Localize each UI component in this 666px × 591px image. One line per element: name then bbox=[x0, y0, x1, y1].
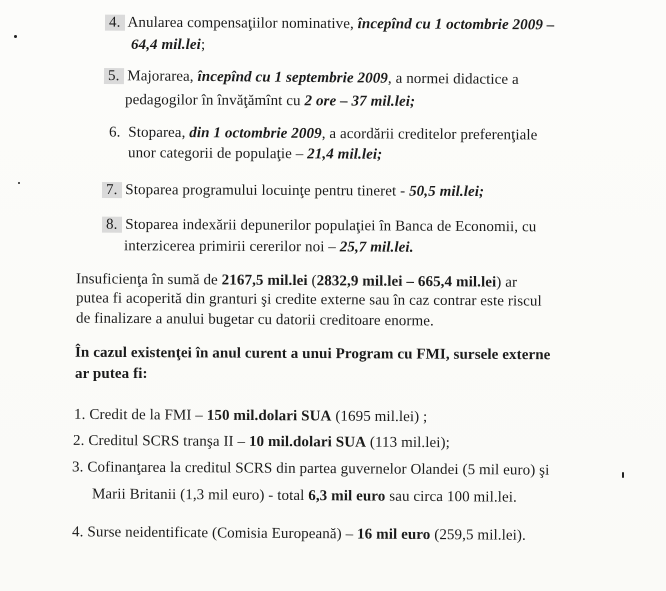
item-6-line-2 bbox=[128, 144, 382, 164]
source-item-2 bbox=[73, 432, 450, 452]
paragraph-text: Insuficienţa în sumă de bbox=[75, 271, 222, 289]
paragraph-line-3: de finalizare a anului bugetar cu datorii creditoare enorme. bbox=[75, 310, 434, 330]
source-text: Credit de la FMI – bbox=[89, 406, 207, 424]
source-amount: 150 mil.dolari SUA bbox=[206, 407, 332, 425]
item-emphasis: începînd cu 1 octombrie 2009 – bbox=[357, 16, 555, 34]
source-amount: 16 mil euro bbox=[357, 526, 431, 544]
paragraph-line-2: putea fi acoperită din granturi şi credite externe sau în caz contrar este riscul bbox=[75, 290, 542, 310]
item-text: unor categorii de populaţie – bbox=[127, 145, 308, 163]
item-emphasis: din 1 octombrie 2009 bbox=[189, 125, 322, 142]
source-text: (259,5 mil.lei). bbox=[430, 527, 526, 544]
item-text: Majorarea, bbox=[127, 68, 198, 85]
source-item-3-line-2 bbox=[92, 485, 517, 506]
item-emphasis: 2 ore – 37 mil.lei; bbox=[304, 93, 416, 110]
source-text: Surse neidentificate (Comisia Europeană) – bbox=[87, 524, 358, 543]
item-emphasis: 25,7 mil.lei. bbox=[339, 239, 414, 256]
item-5-line-2 bbox=[125, 91, 415, 111]
item-4-line-1 bbox=[109, 14, 555, 35]
scan-dot-mark bbox=[18, 182, 20, 184]
source-number: 1. bbox=[73, 406, 86, 423]
source-text: sau circa 100 mil.lei. bbox=[385, 488, 517, 506]
item-8-line-2 bbox=[124, 237, 414, 257]
source-item-4 bbox=[72, 523, 526, 545]
item-number: 4. bbox=[108, 14, 121, 31]
item-6-line-1 bbox=[109, 124, 538, 145]
source-text: (113 mil.lei); bbox=[366, 434, 450, 452]
item-8-line-1 bbox=[106, 216, 536, 237]
item-text: Stoparea indexării depunerilor populaţiei în Banca de Economii, cu bbox=[125, 216, 537, 236]
source-number: 2. bbox=[72, 432, 85, 449]
source-number: 4. bbox=[71, 524, 84, 541]
item-text: , a acordării creditelor preferenţiale bbox=[321, 125, 538, 144]
item-emphasis: 21,4 mil.lei; bbox=[307, 146, 383, 163]
item-7-line-1 bbox=[106, 181, 484, 201]
source-amount: 6,3 mil euro bbox=[308, 488, 386, 505]
source-text: (1695 mil.lei) ; bbox=[331, 408, 428, 426]
paragraph-text: ( bbox=[307, 273, 317, 290]
section-heading-line-1: În cazul existenţei în anul curent a unui Program cu FMI, sursele externe bbox=[74, 344, 551, 364]
item-text: pedagogilor în învăţămînt cu bbox=[124, 92, 305, 110]
paragraph-text: ) ar bbox=[496, 274, 518, 291]
item-text: Anularea compensaţiilor nominative, bbox=[127, 14, 358, 33]
item-text: Stoparea programului locuinţe pentru tineret - bbox=[125, 182, 410, 200]
item-4-line-2 bbox=[131, 36, 205, 54]
item-text: interzicerea primirii cererilor noi – bbox=[123, 238, 340, 256]
item-number: 5. bbox=[107, 68, 120, 85]
item-number: 7. bbox=[105, 182, 118, 199]
paragraph-emphasis: 2832,9 mil.lei – 665,4 mil.lei bbox=[316, 273, 497, 291]
item-text: ; bbox=[200, 37, 206, 53]
source-item-1 bbox=[74, 406, 427, 426]
scan-dash-mark bbox=[622, 472, 624, 478]
item-number: 6. bbox=[108, 124, 121, 141]
source-amount: 10 mil.dolari SUA bbox=[248, 433, 367, 451]
item-emphasis: începînd cu 1 septembrie 2009 bbox=[197, 68, 389, 87]
source-text: Marii Britanii (1,3 mil euro) - total bbox=[91, 486, 309, 505]
item-text: Stoparea, bbox=[128, 124, 190, 142]
paragraph-line-1 bbox=[76, 270, 517, 291]
source-number: 3. bbox=[71, 459, 84, 476]
section-heading-line-2: ar putea fi: bbox=[75, 366, 148, 382]
item-text: , a normei didactice a bbox=[387, 70, 519, 88]
scan-dot-mark bbox=[14, 35, 17, 38]
source-text: Cofinanţarea la creditul SCRS din partea guvernelor Olandei (5 mil euro) şi bbox=[87, 459, 550, 479]
source-text: Creditul SCRS tranşa II – bbox=[88, 432, 250, 450]
paragraph-emphasis: 2167,5 mil.lei bbox=[221, 272, 308, 290]
item-number: 8. bbox=[105, 216, 118, 233]
item-5-line-1 bbox=[108, 67, 519, 89]
item-emphasis: 64,4 mil.lei bbox=[131, 37, 201, 53]
source-item-3 bbox=[72, 458, 550, 479]
item-emphasis: 50,5 mil.lei; bbox=[409, 183, 485, 200]
